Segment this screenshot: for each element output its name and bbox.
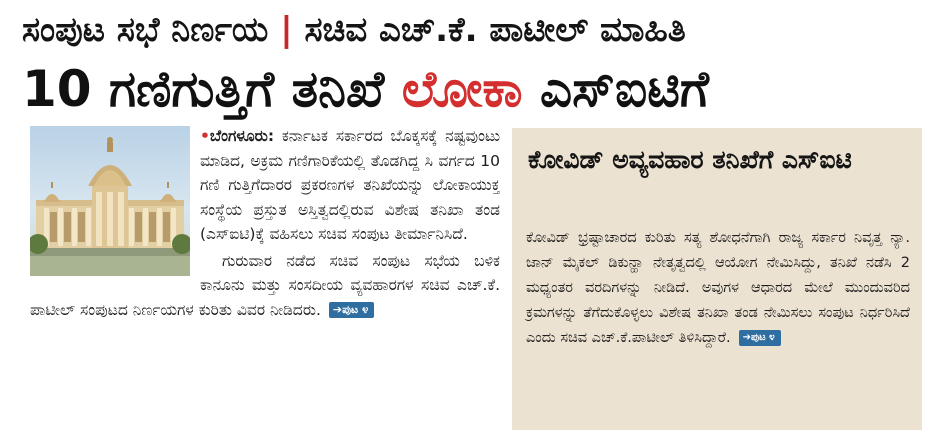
sidebar-body [526,226,910,351]
covid-sidebar-box [512,128,922,430]
vidhana-soudha-photo [30,126,190,276]
headline-accent: ಲೋಕಾ [401,60,523,118]
sidebar-continue-link[interactable]: ➔ಪುಟ ೪ [739,330,781,346]
dateline [200,127,274,145]
article-para-1-text: ಕರ್ನಾಟಕ ಸರ್ಕಾರದ ಬೊಕ್ಕಸಕ್ಕೆ ನಷ್ಟವುಂಟು ಮಾಡಿದ, ಅಕ್ರಮ ಗಣಿಗಾರಿಕೆಯಲ್ಲಿ ತೊಡಗಿದ್ದ ಸಿ ವರ್ಗದ 10 ಗಣಿ ಗುತ್ತಿಗೆದಾರರ ಪ್ರಕರಣಗಳ ತನಿಖೆಯನ್ನು ಲೋಕಾಯುಕ್ತ ಸಂಸ್ಥೆಯ ಪ್ರಸ್ತುತ ಅಸ್ತಿತ್ವದಲ್ಲಿರುವ ವಿಶೇಷ ತನಿಖಾ ತಂಡ (ಎಸ್‌ಐಟಿ)ಕ್ಕೆ ವಹಿಸಲು ಸಚಿವ ಸಂಪುಟ ತೀರ್ಮಾನಿಸಿದೆ. [200,127,500,243]
main-article [30,124,500,440]
sidebar-body-text: ಕೋವಿಡ್‌ ಭ್ರಷ್ಟಾಚಾರದ ಕುರಿತು ಸತ್ಯ ಶೋಧನೆಗಾಗಿ ರಾಜ್ಯ ಸರ್ಕಾರ ನಿವೃತ್ತ ನ್ಯಾ. ಜಾನ್‌ ಮೈಕಲ್‌ ಡಿಕುನ್ಹಾ ನೇತೃತ್ವದಲ್ಲಿ ಆಯೋಗ ನೇಮಿಸಿದ್ದು, ತನಿಖೆ ನಡೆಸಿ 2 ಮಧ್ಯಂತರ ವರದಿಗಳನ್ನು ನೀಡಿದೆ. ಅವುಗಳ ಆಧಾರದ ಮೇಲೆ ಮುಂದುವರಿದ ಕ್ರಮಗಳನ್ನು ತೆಗೆದುಕೊಳ್ಳಲು ವಿಶೇಷ ತನಿಖಾ ತಂಡ ನೇಮಿಸಲು ಸಂಪುಟ ನಿರ್ಧರಿಸಿದೆ ಎಂದು ಸಚಿವ ಎಚ್‌.ಕೆ.ಪಾಟೀಲ್‌ ತಿಳಿಸಿದ್ದಾರೆ. [526,230,910,346]
article-para-2-text: ಗುರುವಾರ ನಡೆದ ಸಚಿವ ಸಂಪುಟ ಸಭೆಯ ಬಳಿಕ ಕಾನೂನು ಮತ್ತು ಸಂಸದೀಯ ವ್ಯವಹಾರಗಳ ಸಚಿವ ಎಚ್‌.ಕೆ. ಪಾಟೀಲ್‌ ಸಂಪುಟದ ನಿರ್ಣಯಗಳ ಕುರಿತು ವಿವರ ನೀಡಿದರು. [30,251,500,319]
sidebar-title: ಕೋವಿಡ್‌ ಅವ್ಯವಹಾರ ತನಿಖೆಗೆ ಎಸ್‌ಐಟಿ [528,145,852,174]
dateline-bullet: • [200,127,210,145]
kicker-separator: | [280,10,293,50]
vidhana-soudha-illustration [30,126,190,276]
continue-page-link[interactable]: ➔ಪುಟ ೪ [329,302,374,318]
kicker-right: ಸಚಿವ ಎಚ್‌.ಕೆ. ಪಾಟೀಲ್‌ ಮಾಹಿತಿ [304,10,686,50]
kicker-left: ಸಂಪುಟ ಸಭೆ ನಿರ್ಣಯ [22,10,269,50]
headline [22,56,922,122]
kicker-line [22,4,922,56]
headline-part-1: 10 ಗಣಿಗುತ್ತಿಗೆ ತನಿಖೆ [22,60,385,118]
dateline-city: ಬೆಂಗಳೂರು: [209,127,275,145]
headline-part-2: ಎಸ್‌ಐಟಿಗೆ [540,60,709,118]
